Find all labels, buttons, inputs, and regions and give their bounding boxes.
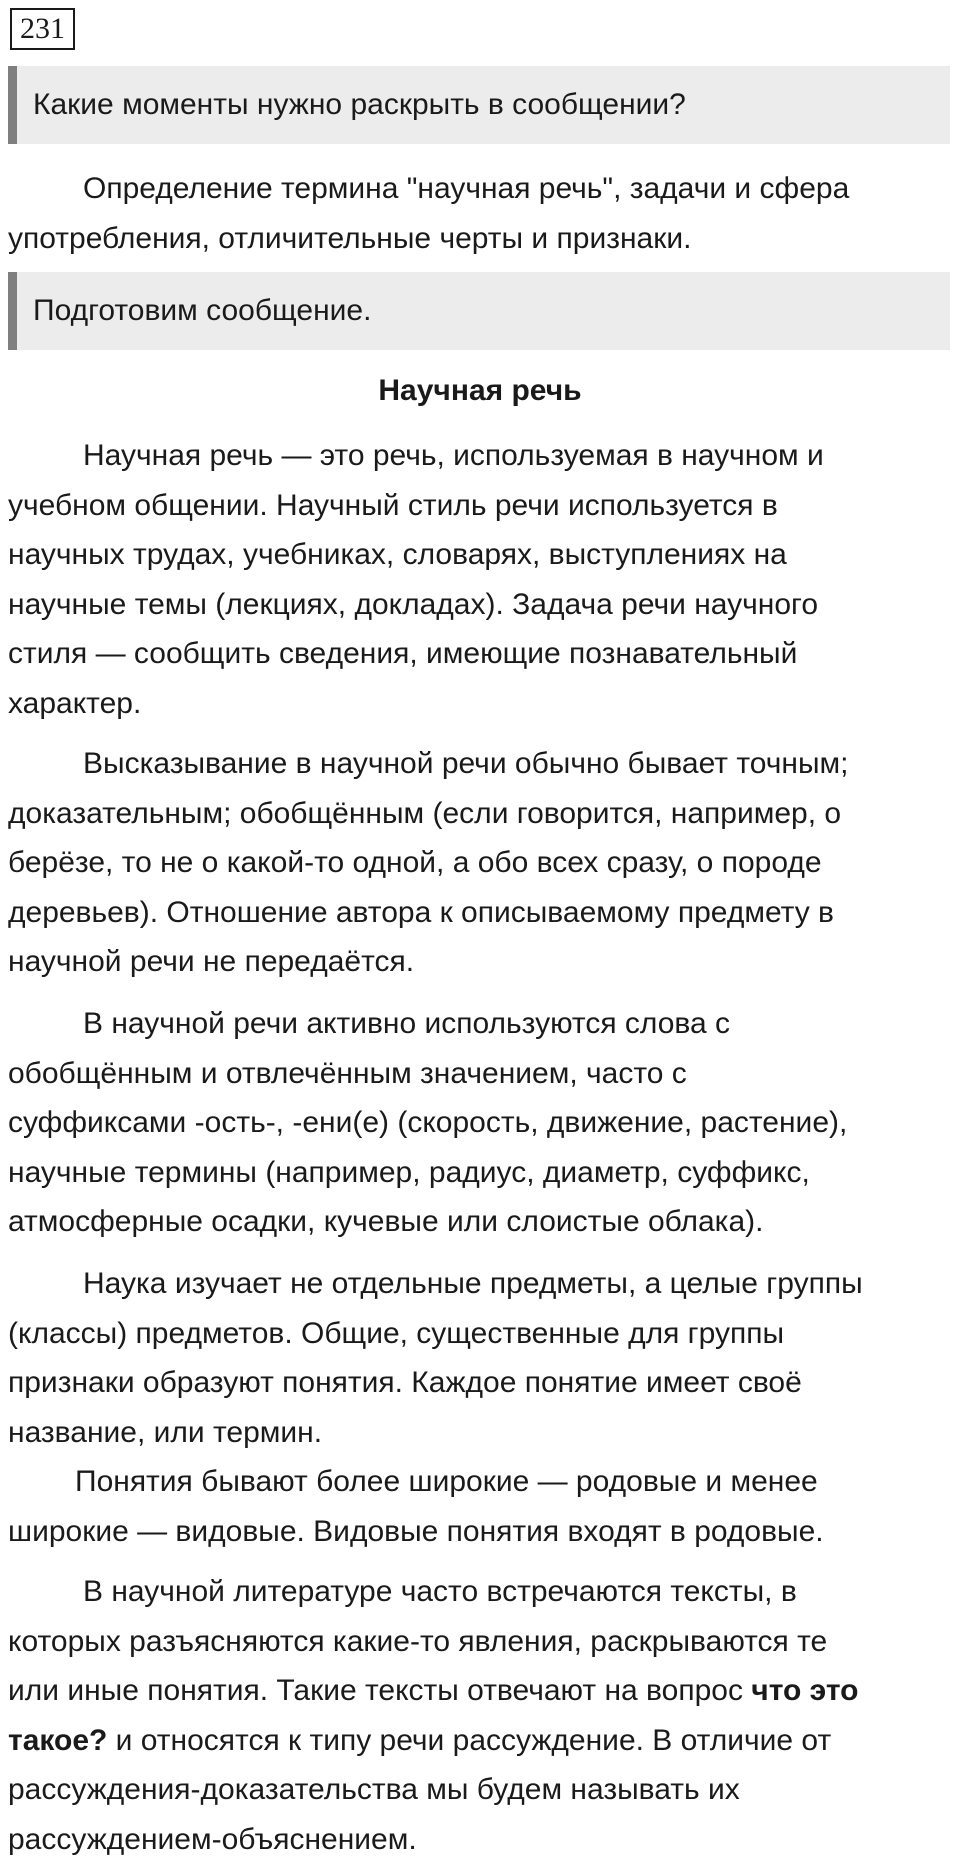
- paragraph-line: [8, 1666, 952, 1716]
- bold-phrase: такое?: [8, 1724, 107, 1757]
- paragraph-line: Научная речь — это речь, используемая в научном и: [8, 431, 952, 481]
- paragraph-line: название, или термин.: [8, 1408, 952, 1458]
- paragraph-line: суффиксами -ость-, -ени(е) (скорость, движение, растение),: [8, 1098, 952, 1148]
- answer-1-line: употребления, отличительные черты и признаки.: [8, 214, 952, 264]
- paragraph-line: [8, 1716, 952, 1766]
- answer-1-line: Определение термина "научная речь", задачи и сфера: [8, 164, 952, 214]
- paragraph-line: атмосферные осадки, кучевые или слоистые облака).: [8, 1197, 952, 1247]
- paragraph-line: широкие — видовые. Видовые понятия входят в родовые.: [8, 1507, 952, 1557]
- paragraph-line: Наука изучает не отдельные предметы, а целые группы: [8, 1259, 952, 1309]
- paragraph-line: (классы) предметов. Общие, существенные для группы: [8, 1309, 952, 1359]
- paragraph-line: обобщённым и отвлечённым значением, часто с: [8, 1049, 952, 1099]
- paragraph-line: рассуждения-доказательства мы будем называть их: [8, 1765, 952, 1815]
- paragraph-5: [8, 1457, 952, 1556]
- paragraph-line: Высказывание в научной речи обычно бывает точным;: [8, 739, 952, 789]
- paragraph-line: научных трудах, учебниках, словарях, выступлениях на: [8, 530, 952, 580]
- section-heading: Научная речь: [0, 366, 960, 416]
- paragraph-line: научные термины (например, радиус, диаметр, суффикс,: [8, 1148, 952, 1198]
- paragraph-6: [8, 1567, 952, 1864]
- paragraph-line: которых разъясняются какие-то явления, раскрываются те: [8, 1617, 952, 1667]
- paragraph-3: [8, 999, 952, 1247]
- text-run: или иные понятия. Такие тексты отвечают на вопрос: [8, 1674, 751, 1707]
- bold-phrase: что это: [751, 1674, 858, 1707]
- paragraph-line: признаки образуют понятия. Каждое понятие имеет своё: [8, 1358, 952, 1408]
- paragraph-line: В научной литературе часто встречаются тексты, в: [8, 1567, 952, 1617]
- paragraph-line: стиля — сообщить сведения, имеющие познавательный: [8, 629, 952, 679]
- paragraph-line: Понятия бывают более широкие — родовые и менее: [8, 1457, 952, 1507]
- paragraph-line: деревьев). Отношение автора к описываемому предмету в: [8, 888, 952, 938]
- paragraph-line: В научной речи активно используются слова с: [8, 999, 952, 1049]
- paragraph-2: [8, 739, 952, 987]
- question-2: Подготовим сообщение.: [8, 272, 950, 350]
- paragraph-line: доказательным; обобщённым (если говорится, например, о: [8, 789, 952, 839]
- paragraph-line: рассуждением-объяснением.: [8, 1815, 952, 1864]
- paragraph-line: берёзе, то не о какой-то одной, а обо всех сразу, о породе: [8, 838, 952, 888]
- question-1: Какие моменты нужно раскрыть в сообщении?: [8, 66, 950, 144]
- paragraph-line: научной речи не передаётся.: [8, 937, 952, 987]
- text-run: и относятся к типу речи рассуждение. В отличие от: [107, 1724, 831, 1757]
- task-number: 231: [10, 8, 75, 50]
- answer-1: [8, 164, 952, 263]
- paragraph-line: учебном общении. Научный стиль речи используется в: [8, 481, 952, 531]
- paragraph-line: характер.: [8, 679, 952, 729]
- paragraph-1: [8, 431, 952, 728]
- paragraph-line: научные темы (лекциях, докладах). Задача речи научного: [8, 580, 952, 630]
- paragraph-4: [8, 1259, 952, 1457]
